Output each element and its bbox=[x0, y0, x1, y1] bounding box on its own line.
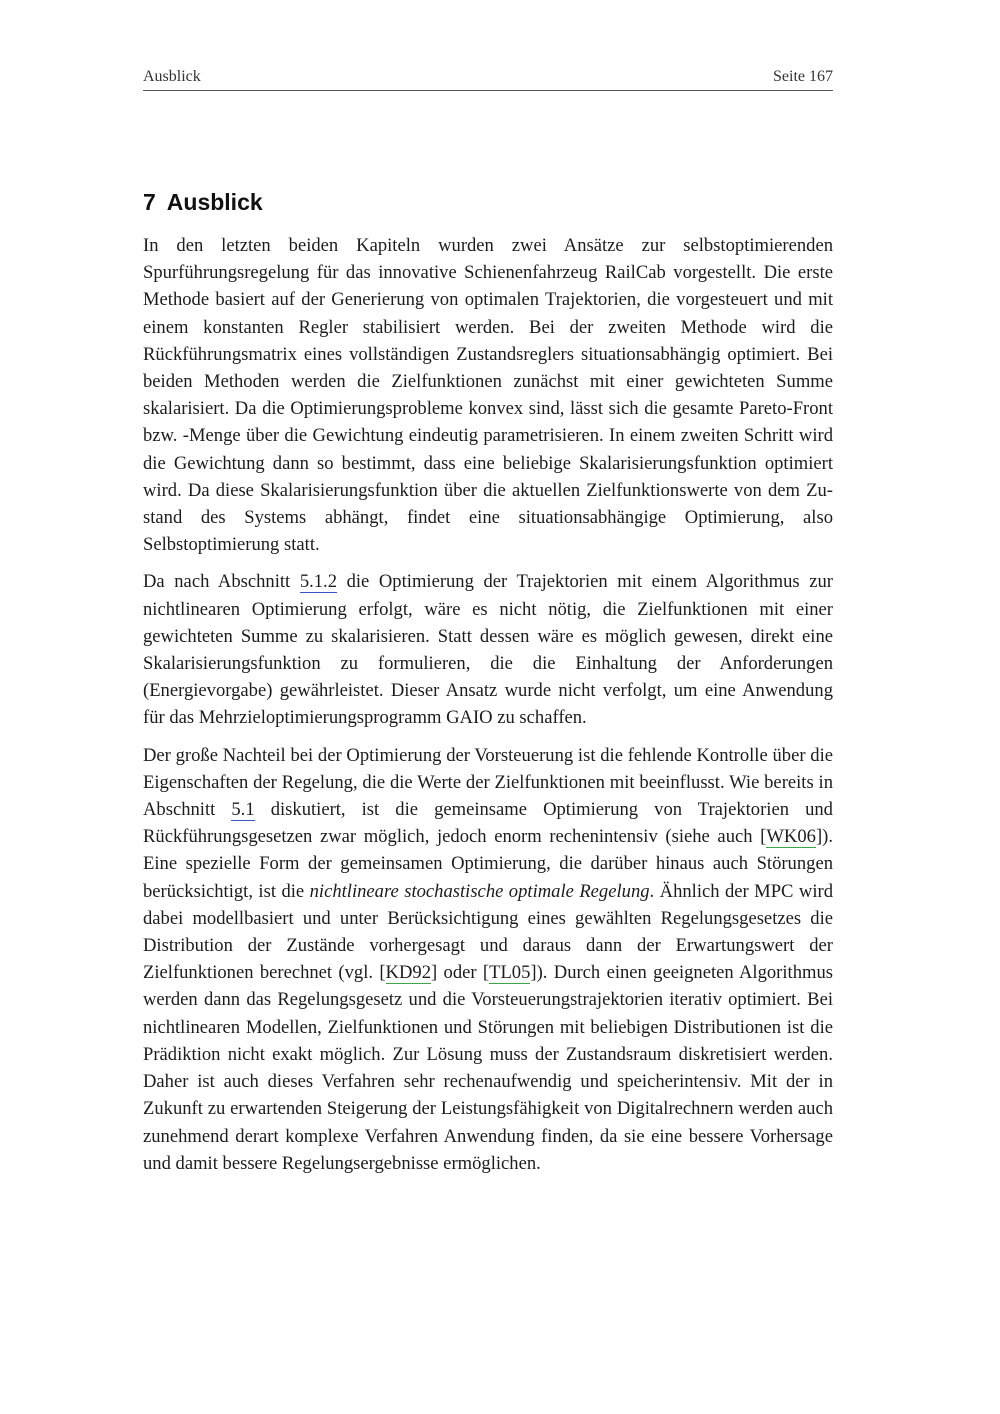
section-reference-link[interactable]: 5.1 bbox=[231, 799, 255, 821]
paragraph-1: In den letzten beiden Kapiteln wurden zwei Ansätze zur selbstoptimierenden Spurführungsregelung für das innovative Schienenfahrzeug RailCab vorgestellt. Die erste Methode basiert auf der Generierung von optimalen Trajektorien, die vorgesteuert und mit einem konstanten Regler stabilisiert werden. Bei der zweiten Methode wird die Rückführungsmatrix eines vollständigen Zustandsreglers situationsabhängig optimiert. Bei beiden Methoden werden die Zielfunktionen zunächst mit einer gewichteten Summe skalarisiert. Da die Optimierungsprobleme konvex sind, lässt sich die gesamte Pareto-Front bzw. -Menge über die Gewichtung eindeutig parametrisieren. In einem zweiten Schritt wird die Gewichtung dann so bestimmt, dass eine beliebige Skalarisierungsfunktion optimiert wird. Da diese Skalarisierungsfunktion über die aktuellen Zielfunktionswerte von dem Zustand des Systems abhängt, findet eine situationsabhängige Optimierung, also Selbstoptimierung statt. bbox=[143, 235, 833, 556]
chapter-title: Ausblick bbox=[166, 189, 263, 215]
paragraph-3-text-f: ]). Durch einen geeigneten Algorithmus werden dann das Regelungsgesetz und die Vorsteuerungstrajektorien iterativ optimiert. Bei nichtlinearen Modellen, Zielfunktionen und Störungen mit beliebigen Distributionen ist die Prädiktion nicht exakt möglich. Zur Lösung muss der Zustandsraum diskretisiert werden. Daher ist auch dieses Verfahren sehr rechenaufwendig und speicherintensiv. Mit der in Zukunft zu erwartenden Steigerung der Leistungsfähigkeit von Digitalrechnern werden auch zunehmend derart komplexe Verfahren Anwendung finden, da sie eine bessere Vorhersage und damit bessere Regelungsergebnisse ermöglichen. bbox=[143, 962, 833, 1174]
paragraph-3 bbox=[143, 742, 833, 1177]
paragraph-3-text-e: ] oder [ bbox=[431, 962, 490, 984]
paragraph-2 bbox=[143, 568, 833, 731]
paragraph-3-text-c: ]). Eine spezielle Form der gemeinsamen Optimierung, die darüber hinaus auch Störungen berücksichtigt, ist die bbox=[143, 826, 833, 902]
body-text bbox=[143, 232, 833, 1177]
section-reference-link[interactable]: 5.1.2 bbox=[299, 571, 337, 593]
paragraph-2-text-a: Da nach Abschnitt bbox=[143, 571, 300, 593]
citation-link-wk06[interactable]: WK06 bbox=[766, 826, 816, 848]
citation-link-tl05[interactable]: TL05 bbox=[489, 962, 531, 984]
paragraph-3-text-a: Der große Nachteil bei der Optimierung der Vorsteuerung ist die fehlende Kontrolle über die Eigenschaften der Regelung, die die Werte der Zielfunktionen mit beeinflusst. Wie bereits in Abschnitt bbox=[143, 744, 833, 821]
header-section-title: Ausblick bbox=[143, 68, 201, 85]
paragraph-2-text-b: die Optimierung der Trajektorien mit einem Algorithmus zur nichtlinearen Optimierung erfolgt, wäre es nicht nötig, die Zielfunktionen mit einer gewichteten Summe zu skalarisieren. Statt dessen wäre es möglich gewesen, direkt eine Skalarisierungsfunktion zu formulieren, die die Einhaltung der Anforderungen (Energievorgabe) gewährleistet. Dieser Ansatz wurde nicht verfolgt, um eine Anwendung für das Mehrzieloptimierungsprogramm GAIO zu schaffen. bbox=[143, 571, 833, 729]
running-header bbox=[143, 66, 833, 91]
chapter-number: 7 bbox=[143, 189, 156, 215]
emphasized-term: nichtlineare stochastische optimale Regelung bbox=[309, 880, 650, 902]
paragraph-3-text-d: . Ähnlich der MPC wird dabei modellbasiert und unter Berücksichtigung eines gewählten Regelungsgesetzes die Distribution der Zustände vorhergesagt und daraus dann der Erwartungswert der Zielfunktionen berechnet (vgl. [ bbox=[143, 880, 833, 984]
paragraph-3-text-b: diskutiert, ist die gemeinsame Optimierung von Trajektorien und Rückführungsgesetzen zwar möglich, jedoch enorm rechenintensiv (siehe auch [ bbox=[143, 799, 833, 848]
header-page-number: Seite 167 bbox=[773, 68, 833, 85]
chapter-heading bbox=[143, 189, 263, 216]
citation-link-kd92[interactable]: KD92 bbox=[385, 962, 431, 984]
